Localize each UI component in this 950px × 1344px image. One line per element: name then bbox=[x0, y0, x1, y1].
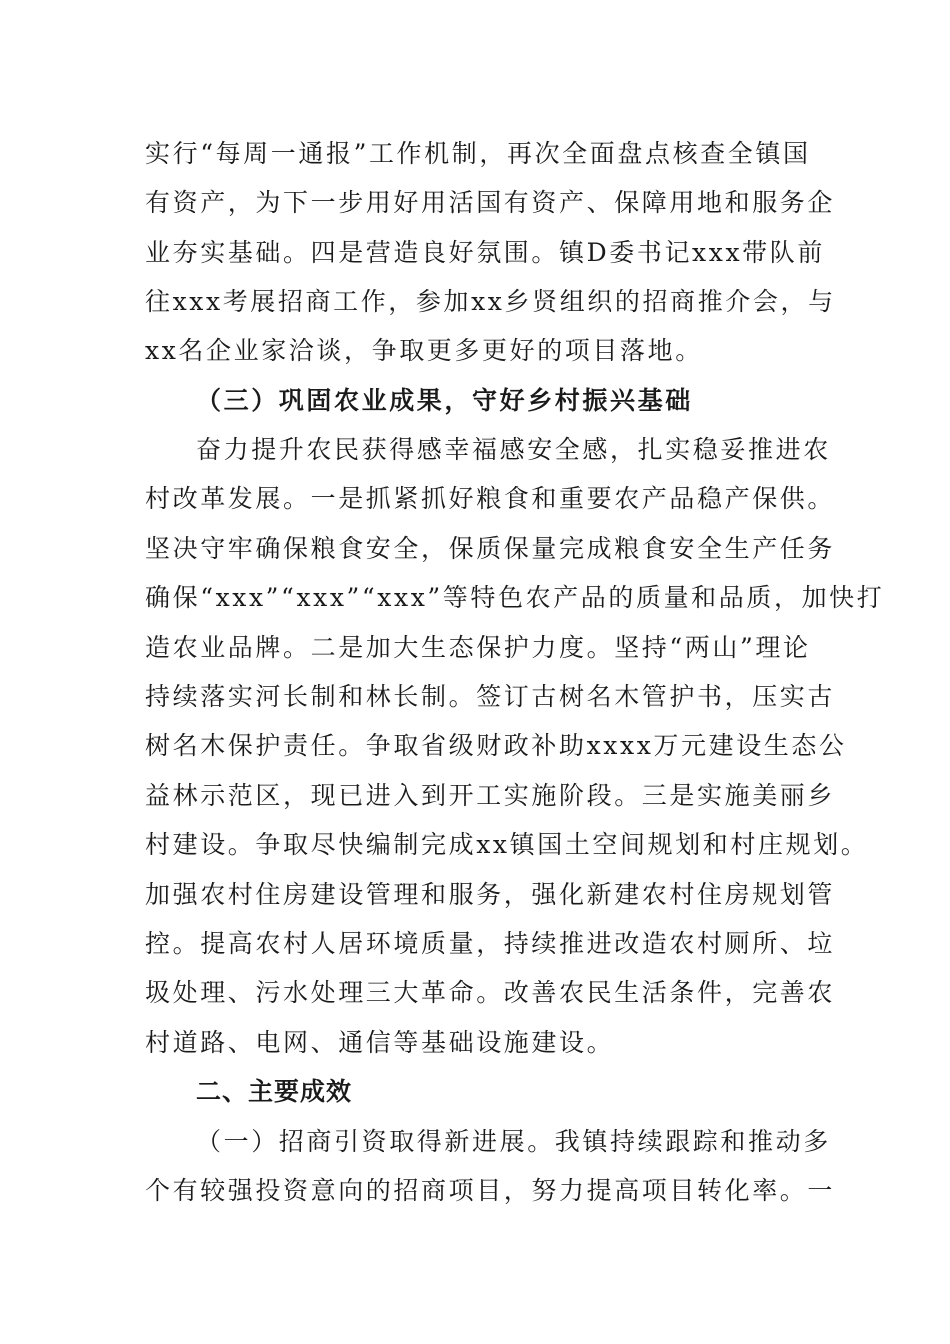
text-line-5: xx名企业家洽谈，争取更多更好的项目落地。 bbox=[145, 336, 703, 365]
text-line-17: 控。提高农村人居环境质量，持续推进改造农村厕所、垃 bbox=[145, 929, 836, 958]
text-line-2: 有资产，为下一步用好用活国有资产、保障用地和服务企 bbox=[145, 188, 836, 217]
text-line-4: 往xxx考展招商工作，参加xx乡贤组织的招商推介会，与 bbox=[145, 287, 836, 316]
text-line-14: 益林示范区，现已进入到开工实施阶段。三是实施美丽乡 bbox=[145, 781, 836, 810]
section-heading: 二、主要成效 bbox=[196, 1077, 353, 1106]
text-line-15: 村建设。争取尽快编制完成xx镇国土空间规划和村庄规划。 bbox=[145, 830, 869, 859]
text-line-7: 奋力提升农民获得感幸福感安全感，扎实稳妥推进农 bbox=[196, 435, 831, 464]
text-line-1: 实行“每周一通报”工作机制，再次全面盘点核查全镇国 bbox=[145, 139, 811, 168]
text-line-12: 持续落实河长制和林长制。签订古树名木管护书，压实古 bbox=[145, 682, 836, 711]
text-line-19: 村道路、电网、通信等基础设施建设。 bbox=[145, 1028, 615, 1057]
text-line-16: 加强农村住房建设管理和服务，强化新建农村住房规划管 bbox=[145, 880, 836, 909]
text-line-9: 坚决守牢确保粮食安全，保质保量完成粮食安全生产任务 bbox=[145, 534, 836, 563]
text-line-10: 确保“xxx”“xxx”“xxx”等特色农产品的质量和品质，加快打 bbox=[145, 583, 885, 612]
text-line-8: 村改革发展。一是抓紧抓好粮食和重要农产品稳产保供。 bbox=[145, 484, 836, 513]
text-line-11: 造农业品牌。二是加大生态保护力度。坚持“两山”理论 bbox=[145, 633, 811, 662]
text-line-21: （一）招商引资取得新进展。我镇持续跟踪和推动多 bbox=[196, 1127, 831, 1156]
text-line-3: 业夯实基础。四是营造良好氛围。镇D委书记xxx带队前 bbox=[145, 238, 825, 267]
text-line-13: 树名木保护责任。争取省级财政补助xxxx万元建设生态公 bbox=[145, 731, 847, 760]
section-subheading: （三）巩固农业成果，守好乡村振兴基础 bbox=[196, 386, 693, 415]
text-line-18: 圾处理、污水处理三大革命。改善农民生活条件，完善农 bbox=[145, 978, 836, 1007]
text-line-22: 个有较强投资意向的招商项目，努力提高项目转化率。一 bbox=[145, 1176, 836, 1205]
